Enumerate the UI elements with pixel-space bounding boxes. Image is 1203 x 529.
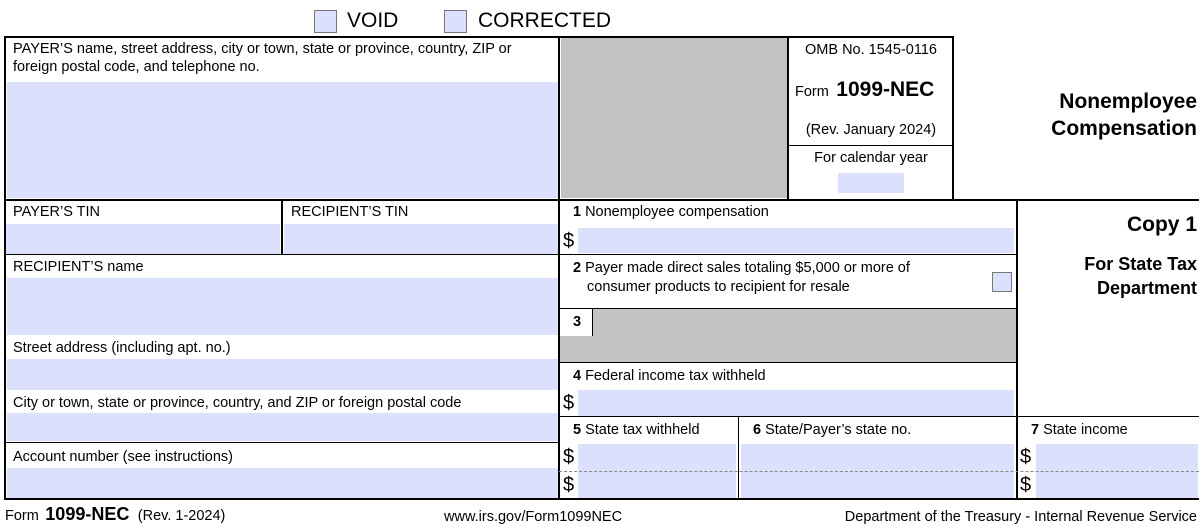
box2-line2: consumer products to recipient for resale <box>587 279 850 295</box>
box4-dollar-sign: $ <box>563 392 575 414</box>
box7-dollar-sign: $ <box>1020 446 1032 468</box>
payer-tin-field[interactable] <box>5 224 280 254</box>
box5-dollar-sign-2: $ <box>563 474 575 496</box>
box5-number: 5 <box>573 422 582 438</box>
payer-label: PAYER’S name, street address, city or town, state or province, country, ZIP or foreign postal code, and telephone no. <box>13 41 512 75</box>
box6-label <box>753 422 911 439</box>
recipient-name-label: RECIPIENT’S name <box>13 259 144 275</box>
street-address-label: Street address (including apt. no.) <box>13 340 231 356</box>
box5-dollar-sign: $ <box>563 446 575 468</box>
account-number-field[interactable] <box>7 468 558 498</box>
box7-number: 7 <box>1031 422 1040 438</box>
rule <box>559 254 1016 255</box>
box1-dollar-sign: $ <box>563 230 575 252</box>
form-id <box>795 78 934 102</box>
title-line2: Compensation <box>1051 117 1197 140</box>
box4-field[interactable] <box>578 390 1014 416</box>
revision-date: (Rev. January 2024) <box>805 122 937 138</box>
omb-number: OMB No. 1545-0116 <box>805 42 937 58</box>
calendar-year-label: For calendar year <box>814 150 928 166</box>
rule <box>559 362 1016 363</box>
box4-text: Federal income tax withheld <box>585 368 766 384</box>
footer-form-id <box>5 504 225 525</box>
payer-tin-label: PAYER’S TIN <box>13 204 101 220</box>
footer-revision: (Rev. 1-2024) <box>137 508 226 524</box>
box2-label <box>573 259 910 297</box>
box2-line1: Payer made direct sales totaling $5,000 or more of <box>585 260 910 276</box>
account-number-label: Account number (see instructions) <box>13 449 234 465</box>
footer-form-prefix: Form <box>5 508 39 524</box>
city-label: City or town, state or province, country, and ZIP or foreign postal code <box>13 395 462 411</box>
recipient-name-field[interactable] <box>7 278 558 335</box>
rule <box>558 36 560 500</box>
box2-checkbox[interactable] <box>992 272 1012 292</box>
footer-agency: Department of the Treasury - Internal Revenue Service <box>844 509 1197 525</box>
box6-number: 6 <box>753 422 762 438</box>
box1-number: 1 <box>573 204 582 220</box>
rule <box>559 416 1199 417</box>
corrected-checkbox[interactable] <box>444 10 467 33</box>
box1-label <box>573 204 769 221</box>
box1-field[interactable] <box>578 228 1014 253</box>
rule <box>559 308 1016 309</box>
copy-line2: Department <box>1096 278 1197 298</box>
box2-number: 2 <box>573 260 582 276</box>
box4-number: 4 <box>573 368 582 384</box>
box3-number: 3 <box>573 314 582 330</box>
void-checkbox[interactable] <box>314 10 337 33</box>
rule <box>5 442 558 443</box>
calendar-year-field[interactable] <box>838 173 904 193</box>
rule <box>952 36 954 200</box>
box7-dollar-sign-2: $ <box>1020 474 1032 496</box>
rule <box>4 199 1199 201</box>
recipient-tin-field[interactable] <box>284 224 558 254</box>
copy-title: Copy 1 <box>1126 213 1197 236</box>
payer-info-field[interactable] <box>7 82 558 198</box>
rule <box>4 498 1199 500</box>
box7-label <box>1031 422 1128 439</box>
title-line1: Nonemployee <box>1059 90 1197 113</box>
box5-text: State tax withheld <box>585 422 700 438</box>
box5-label <box>573 422 700 439</box>
copy-line1: For State Tax <box>1084 254 1197 274</box>
shaded-area-top <box>561 38 788 198</box>
rule <box>4 36 954 38</box>
box1-text: Nonemployee compensation <box>585 204 769 220</box>
footer-url: www.irs.gov/Form1099NEC <box>444 509 623 525</box>
box3-shaded-bottom <box>560 336 1017 362</box>
rule <box>592 308 593 336</box>
box7-text: State income <box>1043 422 1128 438</box>
recipient-tin-label: RECIPIENT’S TIN <box>291 204 409 220</box>
rule <box>5 254 558 255</box>
rule <box>787 36 789 200</box>
rule <box>1016 199 1018 499</box>
form-prefix: Form <box>795 84 829 100</box>
state-row-divider <box>559 471 1199 472</box>
void-label: VOID <box>347 9 399 32</box>
form-name: 1099-NEC <box>836 78 935 101</box>
rule <box>738 416 739 499</box>
footer-form-name: 1099-NEC <box>45 504 130 524</box>
rule <box>788 145 952 146</box>
box6-text: State/Payer’s state no. <box>765 422 912 438</box>
form-title <box>1051 88 1197 142</box>
rule <box>281 199 283 254</box>
rule <box>4 36 6 500</box>
corrected-label: CORRECTED <box>478 9 612 32</box>
box4-label <box>573 368 766 385</box>
city-field[interactable] <box>7 413 558 441</box>
copy-recipient <box>1084 252 1197 300</box>
street-address-field[interactable] <box>7 359 558 390</box>
